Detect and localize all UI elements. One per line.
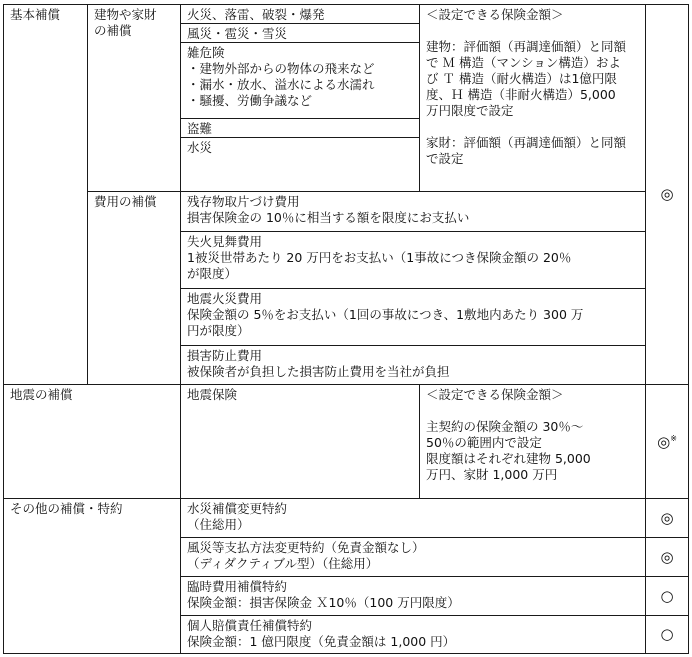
peril-flood bbox=[180, 137, 419, 191]
rider-detail: （ディダクティブル型）（住総用） bbox=[187, 556, 379, 571]
earthquake-insurance-label: 地震保険 bbox=[187, 387, 238, 402]
rider-title: 臨時費用補償特約 bbox=[187, 579, 288, 594]
cost-title: 失火見舞費用 bbox=[187, 234, 263, 249]
subcategory-cost bbox=[87, 191, 180, 384]
rider-title: 個人賠償責任補償特約 bbox=[187, 618, 313, 633]
category-basic-label: 基本補償 bbox=[10, 7, 61, 22]
subcategory-building-line: の補償 bbox=[94, 23, 132, 38]
basic-amount bbox=[419, 4, 645, 191]
cost-earthquake-fire bbox=[180, 288, 645, 345]
rider-title: 風災等支払方法変更特約（免責金額なし） bbox=[187, 540, 425, 555]
mark-double-circle bbox=[647, 431, 687, 450]
rider-personal-liability bbox=[180, 615, 645, 654]
mark-circle: ○ bbox=[660, 625, 674, 643]
rider-wind-payment bbox=[180, 537, 645, 576]
peril-fire bbox=[180, 4, 419, 23]
peril-theft-text: 盗難 bbox=[187, 121, 213, 136]
rider-flood-change bbox=[180, 498, 645, 537]
cost-title: 地震火災費用 bbox=[187, 291, 263, 306]
rider-title: 水災補償変更特約 bbox=[187, 501, 288, 516]
mark-circle: ○ bbox=[660, 587, 674, 605]
peril-misc-item: ・騒擾、労働争議など bbox=[187, 93, 313, 108]
cost-title: 残存物取片づけ費用 bbox=[187, 194, 300, 209]
cost-detail: 1被災世帯あたり 20 万円をお支払い（1事故につき保険金額の 20％ bbox=[187, 250, 572, 265]
amount-line: 万円、家財 1,000 万円 bbox=[426, 467, 558, 482]
earthquake-insurance bbox=[180, 384, 419, 498]
amount-line: 50％の範囲内で設定 bbox=[426, 435, 542, 450]
amount-line: び Ｔ 構造（耐火構造）は1億円限 bbox=[426, 71, 617, 86]
cost-fire-sympathy bbox=[180, 231, 645, 288]
amount-line bbox=[426, 23, 639, 39]
rider-detail: 保険金額：損害保険金 Ｘ10％（100 万円限度） bbox=[187, 595, 460, 610]
category-basic bbox=[3, 4, 87, 384]
cost-debris-removal bbox=[180, 191, 645, 231]
amount-line: ＜設定できる保険金額＞ bbox=[426, 387, 564, 402]
peril-misc bbox=[180, 42, 419, 118]
cost-detail: 円が限度） bbox=[187, 323, 250, 338]
amount-line: ＜設定できる保険金額＞ bbox=[426, 7, 564, 22]
footnote-mark: ※ bbox=[670, 434, 677, 443]
amount-line: 主契約の保険金額の 30％～ bbox=[426, 419, 584, 434]
mark-double-circle: ◎ bbox=[660, 185, 674, 203]
category-others bbox=[3, 498, 180, 654]
rider-detail: （住総用） bbox=[187, 517, 250, 532]
cost-title: 損害防止費用 bbox=[187, 348, 263, 363]
peril-wind-text: 風災・雹災・雪災 bbox=[187, 26, 288, 41]
cost-detail: が限度） bbox=[187, 266, 238, 281]
peril-misc-item: ・漏水・放水、溢水による水濡れ bbox=[187, 77, 375, 92]
cost-detail: 保険金額の 5％をお支払い（1回の事故につき、1敷地内あたり 300 万 bbox=[187, 307, 584, 322]
peril-misc-item: ・建物外部からの物体の飛来など bbox=[187, 61, 375, 76]
peril-misc-title: 雑危険 bbox=[187, 45, 225, 60]
mark-double-circle: ◎ bbox=[660, 548, 674, 566]
amount-line: 万円限度で設定 bbox=[426, 103, 514, 118]
subcategory-building bbox=[87, 4, 180, 191]
category-earthquake-label: 地震の補償 bbox=[10, 387, 73, 402]
amount-line: 度、Ｈ 構造（非耐火構造）5,000 bbox=[426, 87, 616, 102]
earthquake-amount bbox=[419, 384, 645, 498]
subcategory-building-line: 建物や家財 bbox=[94, 7, 157, 22]
amount-line: で設定 bbox=[426, 151, 464, 166]
category-others-label: その他の補償・特約 bbox=[10, 501, 123, 516]
rider-detail: 保険金額：1 億円限度（免責金額は 1,000 円） bbox=[187, 634, 456, 649]
amount-line: 建物：評価額（再調達価額）と同額 bbox=[426, 39, 627, 54]
amount-line: 限度額はそれぞれ建物 5,000 bbox=[426, 451, 591, 466]
peril-theft bbox=[180, 118, 419, 137]
mark-symbol: ◎ bbox=[657, 433, 671, 451]
amount-line: 家財：評価額（再調達価額）と同額 bbox=[426, 135, 627, 150]
mark-double-circle: ◎ bbox=[660, 509, 674, 527]
subcategory-cost-label: 費用の補償 bbox=[94, 194, 157, 209]
category-earthquake bbox=[3, 384, 180, 498]
cost-loss-prevention bbox=[180, 345, 645, 384]
peril-wind bbox=[180, 23, 419, 42]
rider-temporary-cost bbox=[180, 576, 645, 615]
amount-line bbox=[426, 403, 639, 419]
amount-line bbox=[426, 119, 639, 135]
amount-line: で Ｍ 構造（マンション構造）およ bbox=[426, 55, 621, 70]
cost-detail: 被保険者が負担した損害防止費用を当社が負担 bbox=[187, 364, 450, 379]
peril-flood-text: 水災 bbox=[187, 140, 213, 155]
peril-fire-text: 火災、落雷、破裂・爆発 bbox=[187, 7, 325, 22]
cost-detail: 損害保険金の 10％に相当する額を限度にお支払い bbox=[187, 210, 470, 225]
